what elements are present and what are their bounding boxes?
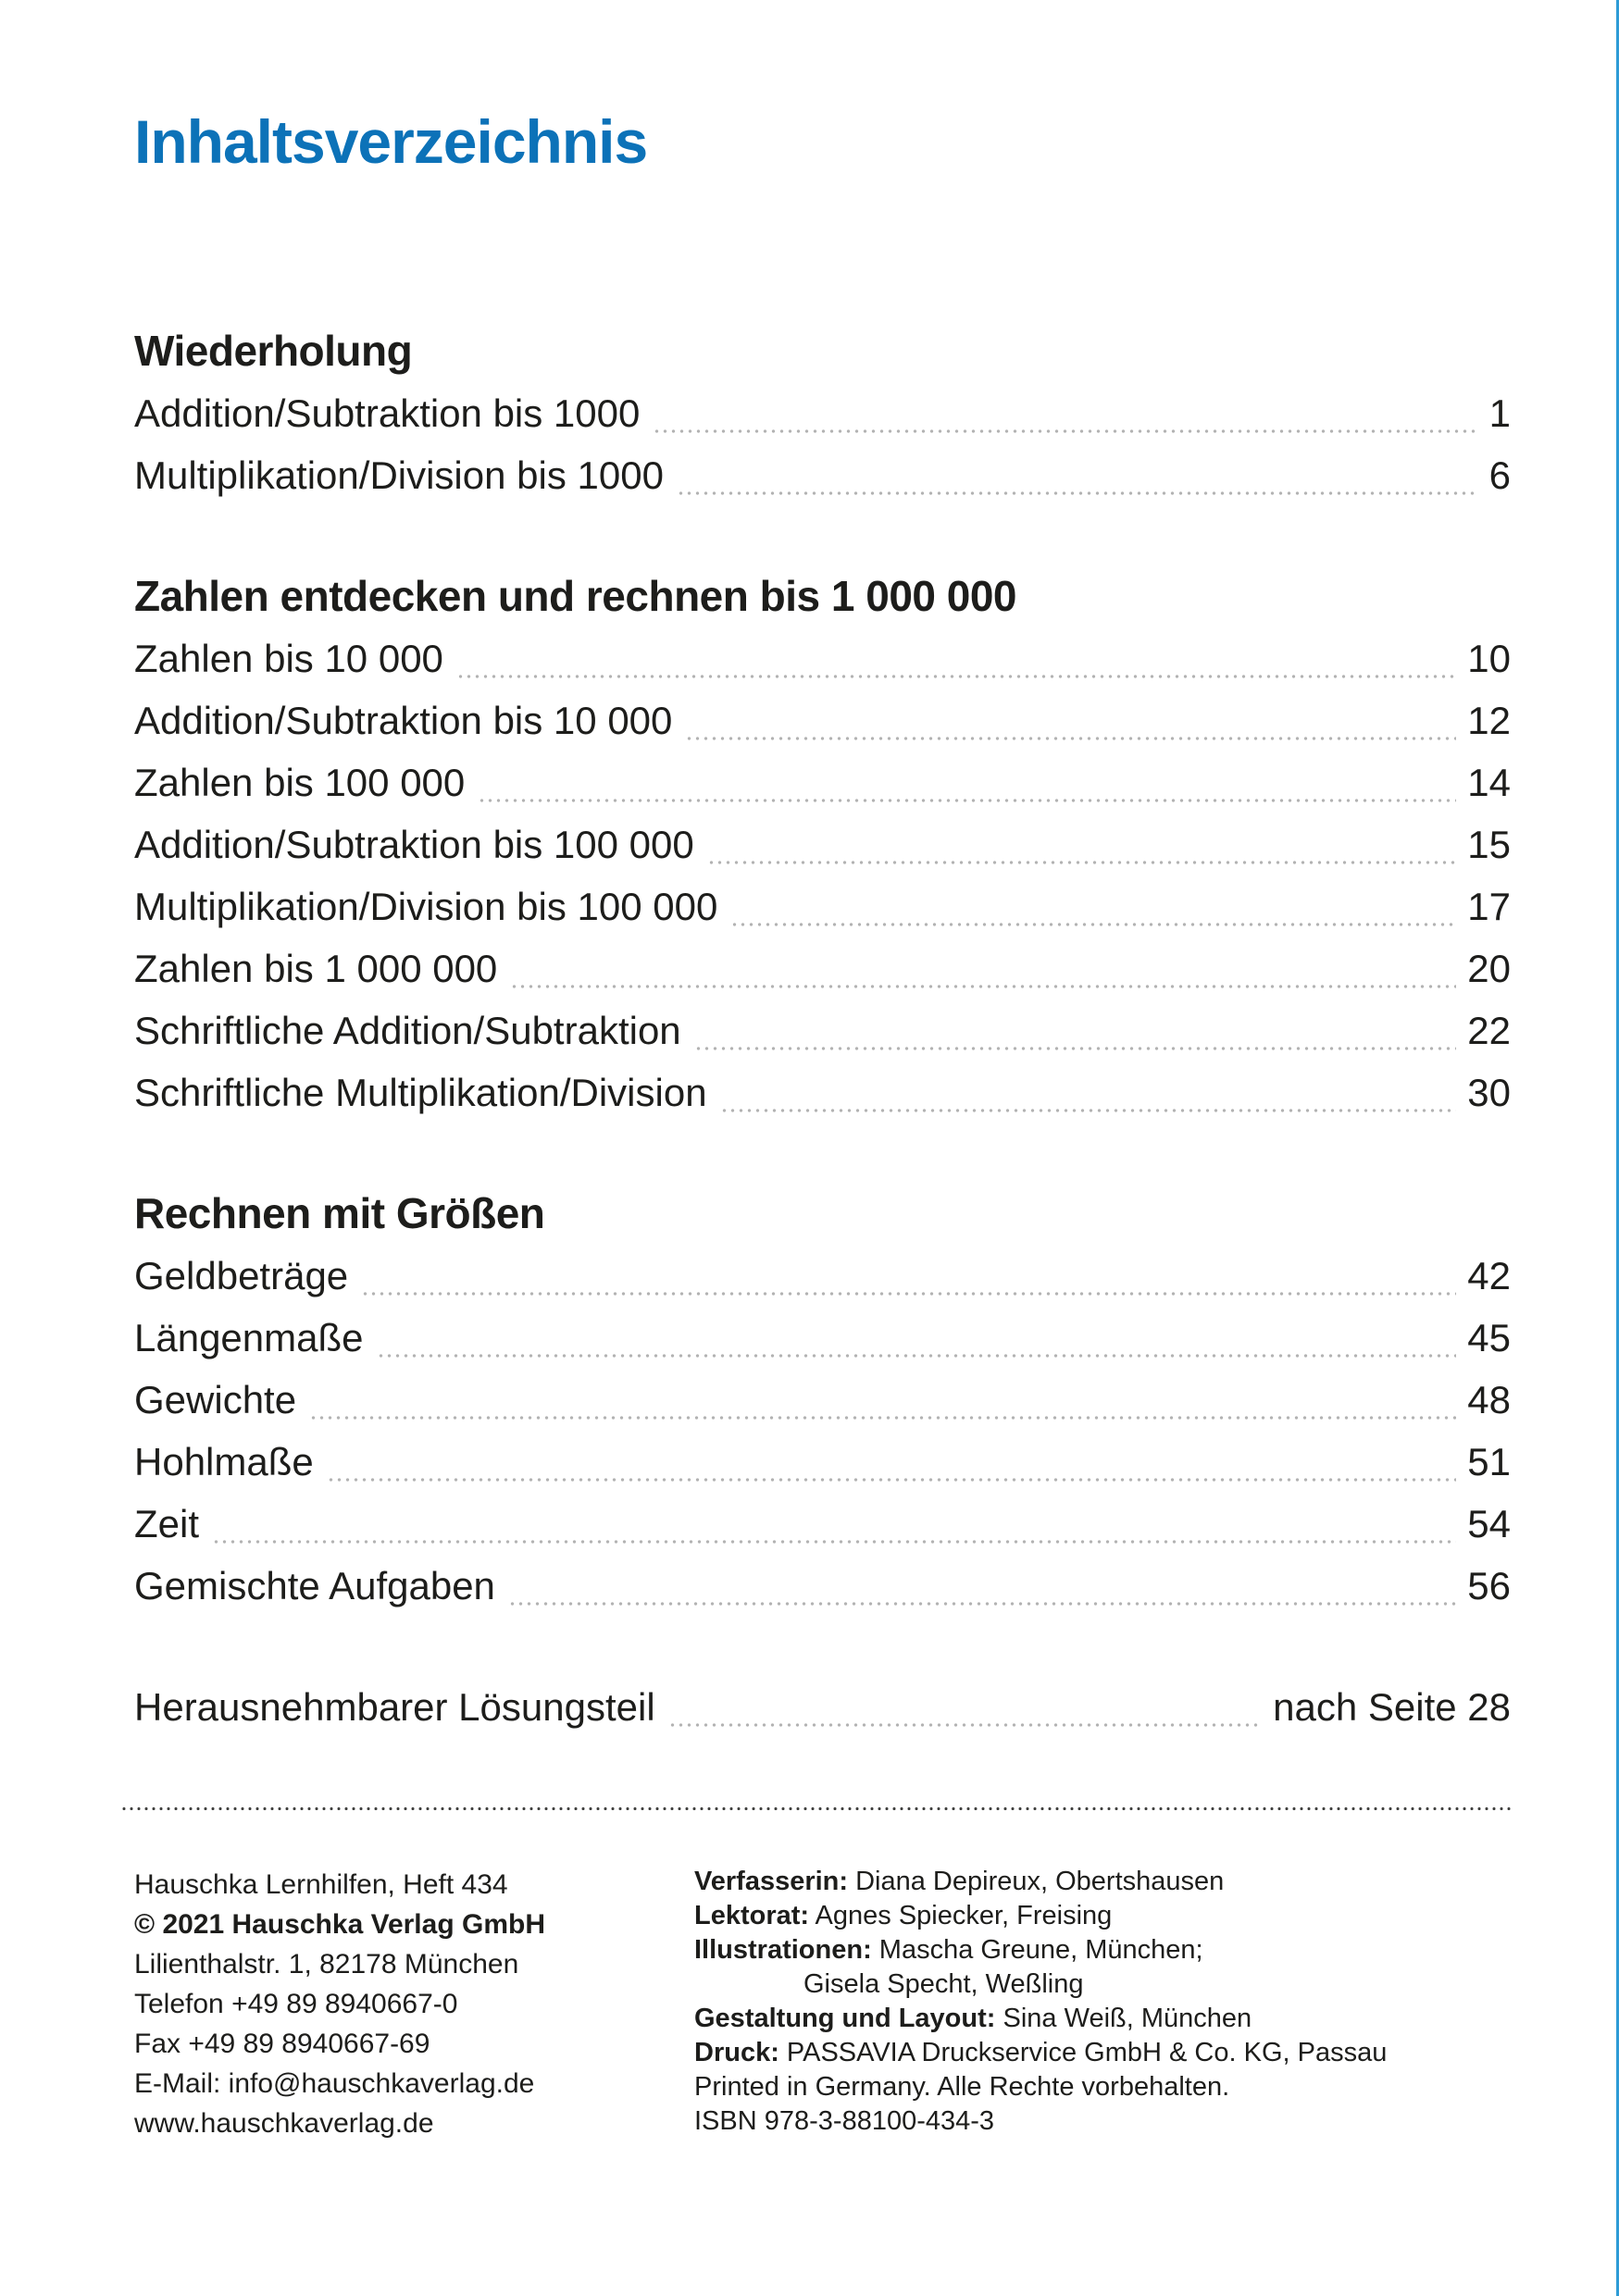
dot-leader bbox=[668, 1723, 1262, 1727]
dot-leader bbox=[508, 1602, 1456, 1606]
toc-entry-label: Schriftliche Addition/Subtraktion bbox=[134, 1009, 681, 1052]
toc-section-heading: Wiederholung bbox=[134, 327, 413, 375]
imprint-line: E-Mail: info@hauschkaverlag.de bbox=[134, 2068, 535, 2099]
imprint-line: Gisela Specht, Weßling bbox=[803, 1969, 1084, 1999]
toc-page-number: 22 bbox=[1467, 1009, 1511, 1052]
toc-entry-label: Zahlen bis 1 000 000 bbox=[134, 947, 498, 990]
dot-leader bbox=[327, 1478, 1457, 1482]
toc-entry bbox=[134, 1676, 1511, 1738]
toc bbox=[134, 320, 1511, 1738]
toc-entry bbox=[134, 1369, 1511, 1431]
dot-leader bbox=[720, 1109, 1457, 1112]
toc-entry-label: Längenmaße bbox=[134, 1316, 364, 1359]
toc-entry bbox=[134, 813, 1511, 875]
toc-entry bbox=[134, 1245, 1511, 1307]
toc-page-number: 51 bbox=[1467, 1440, 1511, 1483]
imprint-line-label: Druck: bbox=[694, 2038, 779, 2067]
dot-leader bbox=[510, 985, 1456, 988]
dot-leader bbox=[677, 491, 1478, 495]
imprint-line: Telefon +49 89 8940667-0 bbox=[134, 1989, 458, 2019]
toc-page-number: 42 bbox=[1467, 1254, 1511, 1297]
toc-section bbox=[134, 320, 1511, 506]
page-content bbox=[134, 0, 1511, 1738]
toc-entry bbox=[134, 1555, 1511, 1617]
toc-page-number: 30 bbox=[1467, 1071, 1511, 1114]
toc-page-number: 12 bbox=[1467, 699, 1511, 742]
dotted-divider bbox=[120, 1806, 1511, 1811]
toc-entry bbox=[134, 382, 1511, 444]
toc-entry-label: Zeit bbox=[134, 1502, 200, 1545]
toc-page-number: 54 bbox=[1467, 1502, 1511, 1545]
toc-entry bbox=[134, 689, 1511, 751]
toc-entry bbox=[134, 875, 1511, 937]
dot-leader bbox=[361, 1292, 1456, 1296]
imprint-line-label: Gestaltung und Layout: bbox=[694, 2004, 996, 2033]
imprint-line: ISBN 978-3-88100-434-3 bbox=[694, 2106, 995, 2136]
imprint-footer bbox=[120, 1806, 1511, 2143]
toc-page-number: 48 bbox=[1467, 1378, 1511, 1421]
toc-page-number: 15 bbox=[1467, 823, 1511, 866]
dot-leader bbox=[730, 923, 1456, 926]
imprint-line: www.hauschkaverlag.de bbox=[134, 2108, 434, 2139]
toc-entry bbox=[134, 1307, 1511, 1369]
toc-section-heading: Rechnen mit Größen bbox=[134, 1189, 545, 1237]
dot-leader bbox=[212, 1540, 1456, 1544]
imprint-line: Illustrationen: Mascha Greune, München; bbox=[694, 1935, 1203, 1965]
imprint-line-label: Illustrationen: bbox=[694, 1935, 872, 1965]
toc-entry bbox=[134, 1493, 1511, 1555]
imprint-publisher-column bbox=[120, 1865, 694, 2143]
toc-entry bbox=[134, 999, 1511, 1061]
toc-entry-label: Gemischte Aufgaben bbox=[134, 1564, 495, 1607]
toc-section-heading: Zahlen entdecken und rechnen bis 1 000 000 bbox=[134, 572, 1017, 620]
imprint-line: Gestaltung und Layout: Sina Weiß, München bbox=[694, 2004, 1252, 2033]
toc-entry bbox=[134, 627, 1511, 689]
imprint-line: Verfasserin: Diana Depireux, Obertshausen bbox=[694, 1867, 1225, 1896]
toc-section bbox=[134, 565, 1511, 1123]
page-title: Inhaltsverzeichnis bbox=[134, 107, 648, 176]
dot-leader bbox=[478, 799, 1456, 802]
toc-entry-label: Zahlen bis 10 000 bbox=[134, 637, 443, 680]
toc-entry bbox=[134, 1431, 1511, 1493]
toc-entry-label: Addition/Subtraktion bis 10 000 bbox=[134, 699, 673, 742]
toc-page-number: 6 bbox=[1488, 453, 1511, 497]
dot-leader bbox=[456, 675, 1456, 678]
toc-entry-label: Herausnehmbarer Lösungsteil bbox=[134, 1685, 655, 1729]
dot-leader bbox=[707, 861, 1457, 864]
imprint-line: Lektorat: Agnes Spiecker, Freising bbox=[694, 1901, 1113, 1930]
toc-entry bbox=[134, 937, 1511, 999]
toc-entry bbox=[134, 751, 1511, 813]
toc-entry-label: Addition/Subtraktion bis 1000 bbox=[134, 391, 641, 435]
toc-entry bbox=[134, 444, 1511, 506]
imprint-line: Hauschka Lernhilfen, Heft 434 bbox=[134, 1869, 508, 1900]
dot-leader bbox=[694, 1047, 1457, 1050]
imprint-columns bbox=[120, 1865, 1511, 2143]
toc-entry-label: Hohlmaße bbox=[134, 1440, 314, 1483]
imprint-line: © 2021 Hauschka Verlag GmbH bbox=[134, 1909, 545, 1940]
imprint-line: Druck: PASSAVIA Druckservice GmbH & Co. KG, Passau bbox=[694, 2038, 1388, 2067]
toc-page-number: 56 bbox=[1467, 1564, 1511, 1607]
toc-entry-label: Gewichte bbox=[134, 1378, 297, 1421]
toc-page-number: 10 bbox=[1467, 637, 1511, 680]
toc-page-number: 17 bbox=[1467, 885, 1511, 928]
toc-page-number: 20 bbox=[1467, 947, 1511, 990]
toc-page-number: 14 bbox=[1467, 761, 1511, 804]
toc-entry-label: Multiplikation/Division bis 1000 bbox=[134, 453, 664, 497]
toc-entry-label: Zahlen bis 100 000 bbox=[134, 761, 466, 804]
imprint-line-label: Verfasserin: bbox=[694, 1867, 849, 1896]
imprint-line: Fax +49 89 8940667-69 bbox=[134, 2029, 430, 2059]
toc-entry bbox=[134, 1061, 1511, 1123]
imprint-line: Printed in Germany. Alle Rechte vorbehalten. bbox=[694, 2072, 1230, 2102]
toc-page-number: 45 bbox=[1467, 1316, 1511, 1359]
toc-entry-label: Addition/Subtraktion bis 100 000 bbox=[134, 823, 694, 866]
toc-entry-label: Schriftliche Multiplikation/Division bbox=[134, 1071, 707, 1114]
toc-section bbox=[134, 1183, 1511, 1617]
toc-entry-label: Multiplikation/Division bis 100 000 bbox=[134, 885, 718, 928]
imprint-credits-column bbox=[694, 1865, 1511, 2143]
dot-leader bbox=[653, 429, 1477, 433]
imprint-line: Lilienthalstr. 1, 82178 München bbox=[134, 1949, 519, 1980]
dot-leader bbox=[309, 1416, 1456, 1420]
toc-page-number: nach Seite 28 bbox=[1273, 1685, 1511, 1729]
dot-leader bbox=[377, 1354, 1457, 1358]
imprint-line-label: Lektorat: bbox=[694, 1901, 810, 1930]
toc-entry-label: Geldbeträge bbox=[134, 1254, 349, 1297]
toc-page-number: 1 bbox=[1488, 391, 1511, 435]
dot-leader bbox=[685, 737, 1456, 740]
